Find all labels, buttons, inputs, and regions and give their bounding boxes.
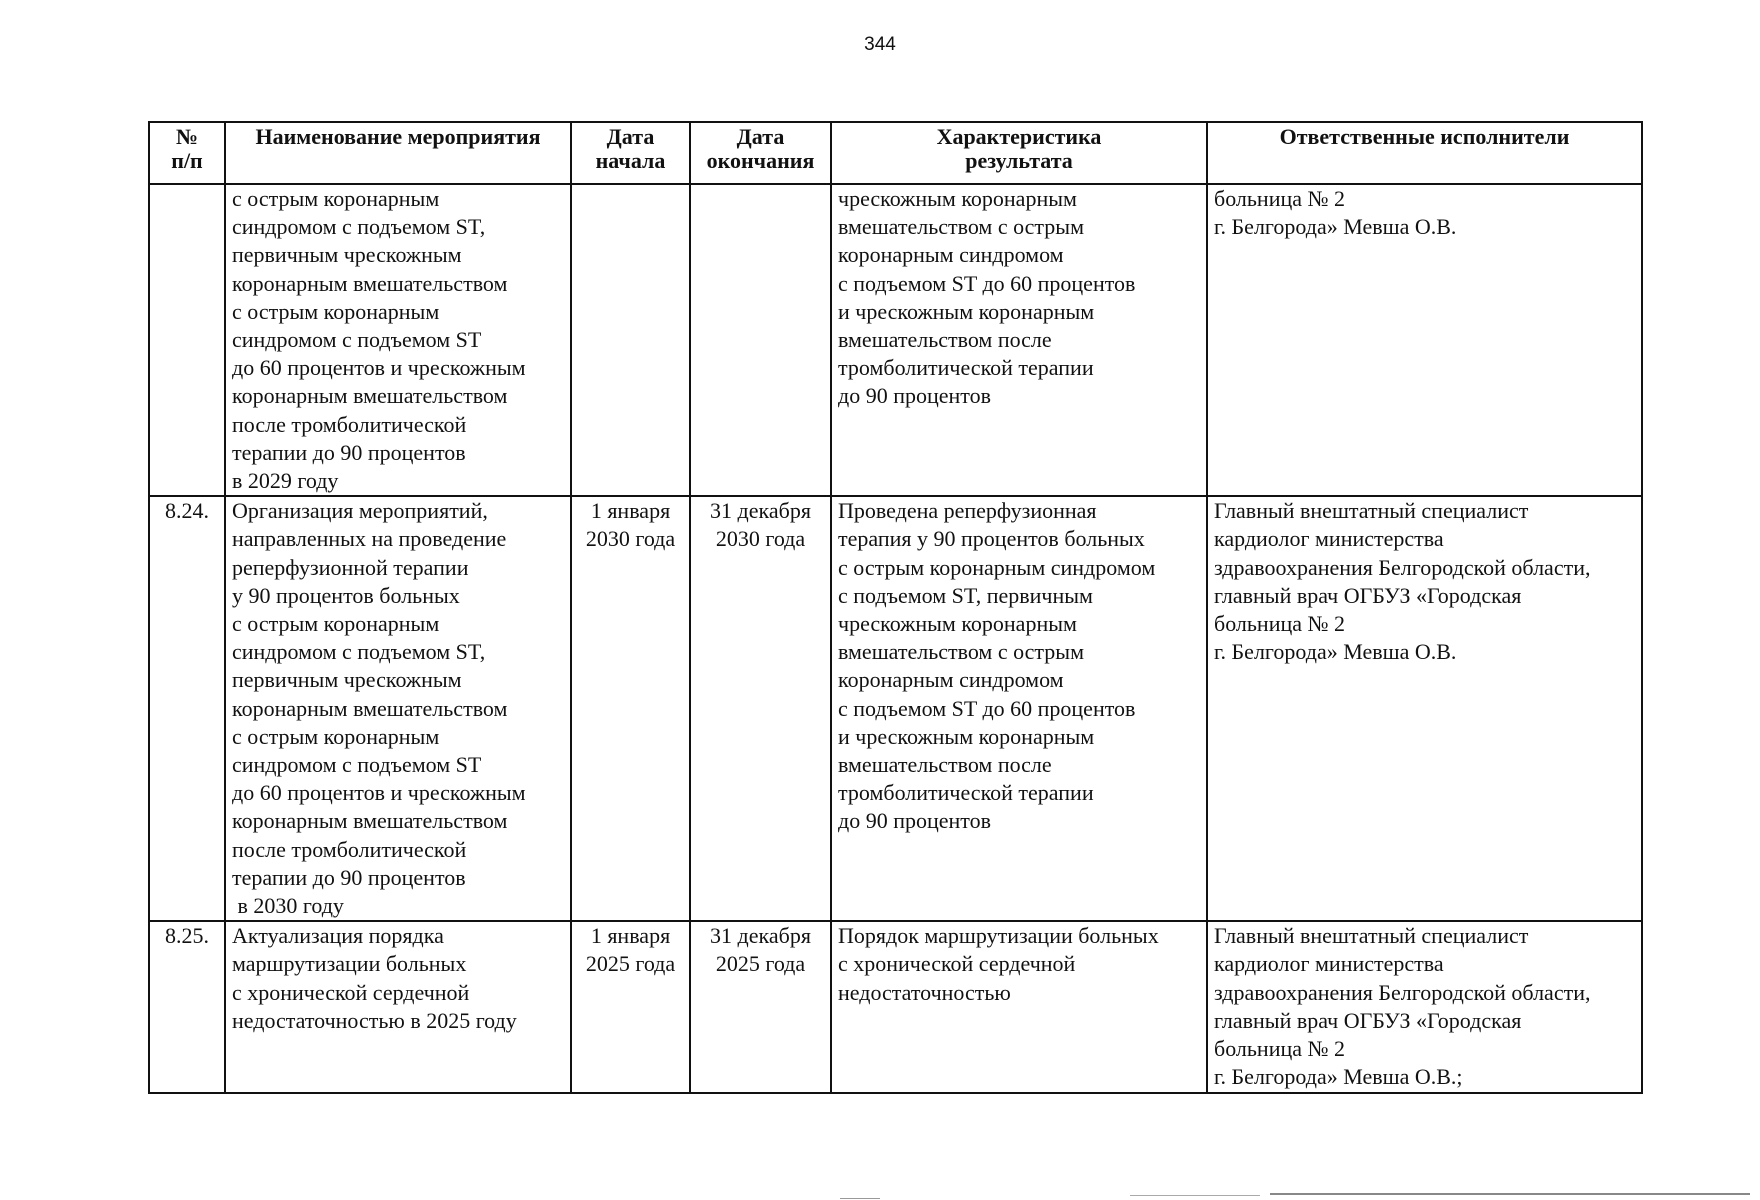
cell-num: 8.25. <box>149 921 225 1092</box>
header-line: п/п <box>171 148 203 173</box>
text-line: в 2029 году <box>232 468 339 494</box>
cell-num: 8.24. <box>149 496 225 921</box>
text-line: с острым коронарным синдромом <box>838 554 1156 580</box>
cell-responsible <box>1207 921 1642 1092</box>
text-line: главный врач ОГБУЗ «Городская <box>1214 582 1522 608</box>
cell-start-date <box>571 496 690 921</box>
text-line: с хронической сердечной <box>838 951 1076 977</box>
text-line: и чрескожным коронарным <box>838 723 1095 749</box>
header-line: начала <box>595 148 666 173</box>
cell-name <box>225 921 571 1092</box>
cell-end-date <box>690 184 831 496</box>
text-line: вмешательством с острым <box>838 639 1085 665</box>
text-line: больница № 2 <box>1214 186 1345 211</box>
text-line: тромболитической терапии <box>838 355 1094 381</box>
text-line: коронарным синдромом <box>838 242 1064 268</box>
text-line: Проведена реперфузионная <box>838 498 1097 524</box>
text-line: до 90 процентов <box>838 808 991 834</box>
header-num <box>149 122 225 184</box>
text-line: недостаточностью в 2025 году <box>232 1007 517 1033</box>
text-line: кардиолог министерства <box>1214 951 1444 977</box>
cell-start-date <box>571 184 690 496</box>
header-line: № <box>175 124 199 149</box>
text-line: терапии до 90 процентов <box>232 864 466 890</box>
text-line: с острым коронарным <box>232 186 440 211</box>
text-line: г. Белгорода» Мевша О.В.; <box>1214 1064 1463 1090</box>
text-line: с острым коронарным <box>232 723 440 749</box>
text-line: главный врач ОГБУЗ «Городская <box>1214 1007 1522 1033</box>
table-row <box>149 921 1642 1092</box>
header-result <box>831 122 1207 184</box>
text-line: 2025 года <box>715 951 806 977</box>
text-line: вмешательством после <box>838 752 1052 778</box>
text-line: Порядок маршрутизации больных <box>838 923 1159 949</box>
text-line: 2025 года <box>585 951 676 977</box>
text-line: вмешательством с острым <box>838 214 1085 240</box>
text-line: г. Белгорода» Мевша О.В. <box>1214 214 1457 240</box>
header-line: Наименование мероприятия <box>255 124 541 149</box>
text-line: синдромом с подъемом ST <box>232 327 482 353</box>
text-line: здравоохранения Белгородской области, <box>1214 979 1591 1005</box>
text-line: Главный внештатный специалист <box>1214 923 1529 949</box>
text-line: коронарным вмешательством <box>232 270 508 296</box>
text-line: Главный внештатный специалист <box>1214 498 1529 524</box>
text-line: кардиолог министерства <box>1214 526 1444 552</box>
text-line: 1 января <box>590 498 671 524</box>
header-line: Характеристика <box>936 124 1102 149</box>
text-line: 2030 года <box>715 526 806 552</box>
cell-name <box>225 496 571 921</box>
activities-table <box>148 121 1643 1094</box>
text-line: с острым коронарным <box>232 611 440 637</box>
text-line: чрескожным коронарным <box>838 611 1077 637</box>
text-line: недостаточностью <box>838 979 1011 1005</box>
text-line: г. Белгорода» Мевша О.В. <box>1214 639 1457 665</box>
text-line: коронарным вмешательством <box>232 695 508 721</box>
header-line: Дата <box>606 124 655 149</box>
header-name <box>225 122 571 184</box>
cell-result <box>831 184 1207 496</box>
cell-responsible <box>1207 496 1642 921</box>
page-number: 344 <box>864 34 896 55</box>
text-line: здравоохранения Белгородской области, <box>1214 554 1591 580</box>
text-line: до 90 процентов <box>838 383 991 409</box>
text-line: до 60 процентов и чрескожным <box>232 780 526 806</box>
text-line: 31 декабря <box>710 923 811 949</box>
header-start-date <box>571 122 690 184</box>
cell-end-date <box>690 496 831 921</box>
table-row <box>149 184 1642 496</box>
text-line: вмешательством после <box>838 327 1052 353</box>
cell-num <box>149 184 225 496</box>
cell-end-date <box>690 921 831 1092</box>
header-line: Ответственные исполнители <box>1279 124 1570 149</box>
text-line: и чрескожным коронарным <box>838 298 1095 324</box>
text-line: в 2030 году <box>232 893 344 919</box>
text-line: тромболитической терапии <box>838 780 1094 806</box>
text-line: 31 декабря <box>710 498 811 524</box>
text-line: после тромболитической <box>232 836 467 862</box>
cell-result <box>831 921 1207 1092</box>
text-line: коронарным синдромом <box>838 667 1064 693</box>
text-line: 2030 года <box>585 526 676 552</box>
text-line: с подъемом ST, первичным <box>838 582 1093 608</box>
text-line: после тромболитической <box>232 411 467 437</box>
header-line: окончания <box>706 148 815 173</box>
scan-artifact-line <box>1130 1195 1260 1196</box>
text-line: первичным чрескожным <box>232 667 462 693</box>
text-line: синдромом с подъемом ST, <box>232 639 486 665</box>
text-line: терапия у 90 процентов больных <box>838 526 1145 552</box>
scan-artifact-line <box>1270 1193 1750 1195</box>
header-end-date <box>690 122 831 184</box>
cell-result <box>831 496 1207 921</box>
text-line: с острым коронарным <box>232 298 440 324</box>
text-line: с подъемом ST до 60 процентов <box>838 270 1136 296</box>
header-responsible <box>1207 122 1642 184</box>
text-line: направленных на проведение <box>232 526 507 552</box>
text-line: коронарным вмешательством <box>232 383 508 409</box>
text-line: первичным чрескожным <box>232 242 462 268</box>
text-line: с подъемом ST до 60 процентов <box>838 695 1136 721</box>
table-row <box>149 496 1642 921</box>
scan-artifact-line <box>840 1198 880 1199</box>
header-line: результата <box>965 148 1073 173</box>
cell-responsible <box>1207 184 1642 496</box>
text-line: 1 января <box>590 923 671 949</box>
text-line: у 90 процентов больных <box>232 582 460 608</box>
text-line: Организация мероприятий, <box>232 498 488 524</box>
cell-name <box>225 184 571 496</box>
text-line: коронарным вмешательством <box>232 808 508 834</box>
text-line: с хронической сердечной <box>232 979 470 1005</box>
text-line: больница № 2 <box>1214 1036 1345 1062</box>
text-line: чрескожным коронарным <box>838 186 1077 211</box>
text-line: синдромом с подъемом ST <box>232 752 482 778</box>
text-line: маршрутизации больных <box>232 951 467 977</box>
text-line: до 60 процентов и чрескожным <box>232 355 526 381</box>
text-line: Актуализация порядка <box>232 923 444 949</box>
table-header-row <box>149 122 1642 184</box>
text-line: реперфузионной терапии <box>232 554 469 580</box>
text-line: терапии до 90 процентов <box>232 439 466 465</box>
cell-start-date <box>571 921 690 1092</box>
text-line: синдромом с подъемом ST, <box>232 214 486 240</box>
header-line: Дата <box>736 124 785 149</box>
text-line: больница № 2 <box>1214 611 1345 637</box>
